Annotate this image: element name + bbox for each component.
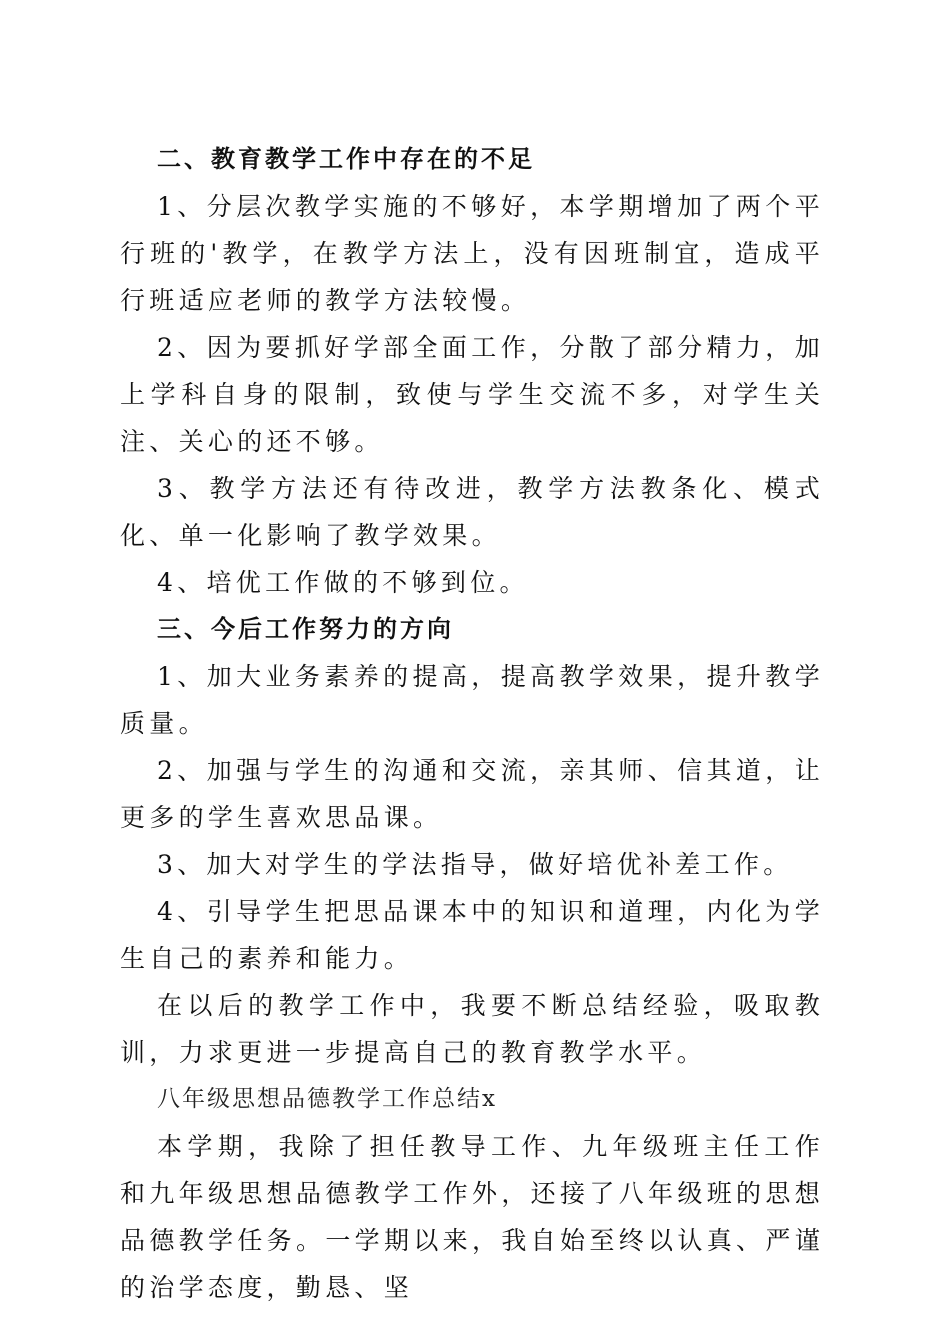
deficiency-item-4: 4、培优工作做的不够到位。 [157, 568, 529, 597]
direction-item-3: 3、加大对学生的学法指导，做好培优补差工作。 [157, 850, 793, 879]
direction-item-4: 4、引导学生把思品课本中的知识和道理，内化为学生自己的素养和能力。 [120, 897, 824, 973]
next-document-title: 八年级思想品德教学工作总结x [157, 1086, 497, 1112]
deficiency-item-3: 3、教学方法还有待改进，教学方法教条化、模式化、单一化影响了教学效果。 [120, 474, 824, 550]
direction-item-2: 2、加强与学生的沟通和交流，亲其师、信其道，让更多的学生喜欢思品课。 [120, 756, 824, 832]
deficiency-item-1: 1、分层次教学实施的不够好，本学期增加了两个平行班的'教学，在教学方法上，没有因班制宜，造成平行班适应老师的教学方法较慢。 [120, 192, 824, 315]
direction-item-1: 1、加大业务素养的提高，提高教学效果，提升教学质量。 [120, 662, 824, 738]
deficiency-item-2: 2、因为要抓好学部全面工作，分散了部分精力，加上学科自身的限制，致使与学生交流不多，对学生关注、关心的还不够。 [120, 333, 824, 456]
closing-paragraph: 在以后的教学工作中，我要不断总结经验，吸取教训，力求更进一步提高自己的教育教学水平。 [120, 991, 824, 1067]
section-heading-deficiencies: 二、教育教学工作中存在的不足 [157, 145, 535, 173]
document-body [120, 136, 824, 1311]
next-document-intro: 本学期，我除了担任教导工作、九年级班主任工作和九年级思想品德教学工作外，还接了八年级班的思想品德教学任务。一学期以来，我自始至终以认真、严谨的治学态度，勤恳、坚 [120, 1132, 824, 1302]
section-heading-directions: 三、今后工作努力的方向 [157, 615, 454, 643]
